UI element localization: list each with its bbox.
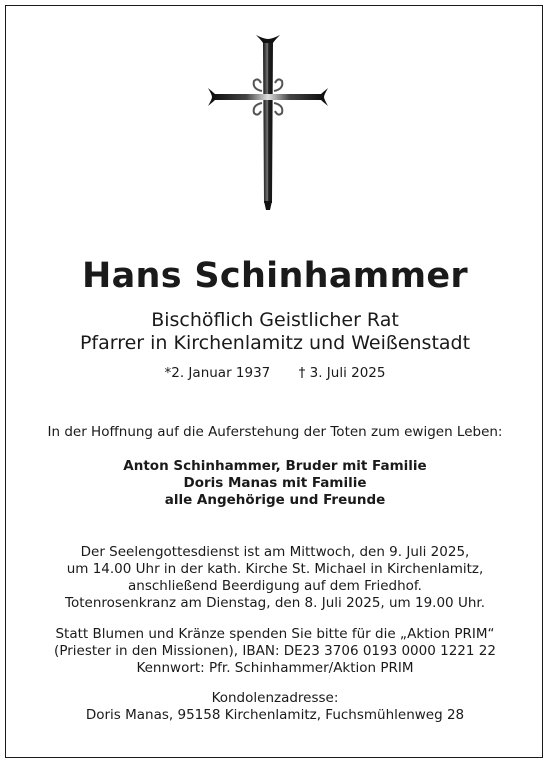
- title-line: Pfarrer in Kirchenlamitz und Weißenstadt: [79, 332, 471, 354]
- cross-icon: [206, 33, 330, 211]
- donation-info: [0, 626, 550, 677]
- condolence-line: Doris Manas, 95158 Kirchenlamitz, Fuchsmühlenweg 28: [85, 707, 465, 723]
- donation-line: (Priester in den Missionen), IBAN: DE23 3706 0193 0000 1221 22: [54, 643, 496, 659]
- family-member: alle Angehörige und Freunde: [164, 492, 386, 508]
- donation-line: Kennwort: Pfr. Schinhammer/Aktion PRIM: [136, 660, 414, 676]
- title-lines: [0, 309, 550, 355]
- life-dates: [0, 365, 550, 381]
- family-member: Anton Schinhammer, Bruder mit Familie: [123, 458, 427, 474]
- title-line: Bischöflich Geistlicher Rat: [151, 309, 399, 331]
- service-line: Totenrosenkranz am Dienstag, den 8. Juli 2025, um 19.00 Uhr.: [65, 595, 485, 611]
- service-line: Der Seelengottesdienst ist am Mittwoch, den 9. Juli 2025,: [80, 544, 470, 560]
- service-info: [0, 544, 550, 612]
- deceased-name: Hans Schinhammer: [82, 256, 468, 296]
- condolence-label: Kondolenzadresse:: [211, 690, 339, 706]
- hope-line: In der Hoffnung auf die Auferstehung der Toten zum ewigen Leben:: [47, 424, 503, 440]
- family-member: Doris Manas mit Familie: [183, 475, 367, 491]
- donation-line: Statt Blumen und Kränze spenden Sie bitte für die „Aktion PRIM“: [55, 626, 495, 642]
- family-list: [0, 458, 550, 509]
- death-date: † 3. Juli 2025: [298, 365, 386, 381]
- birth-date: *2. Januar 1937: [164, 365, 271, 381]
- service-line: anschließend Beerdigung auf dem Friedhof.: [128, 578, 422, 594]
- service-line: um 14.00 Uhr in der kath. Kirche St. Michael in Kirchenlamitz,: [66, 561, 484, 577]
- condolence-address: [0, 690, 550, 724]
